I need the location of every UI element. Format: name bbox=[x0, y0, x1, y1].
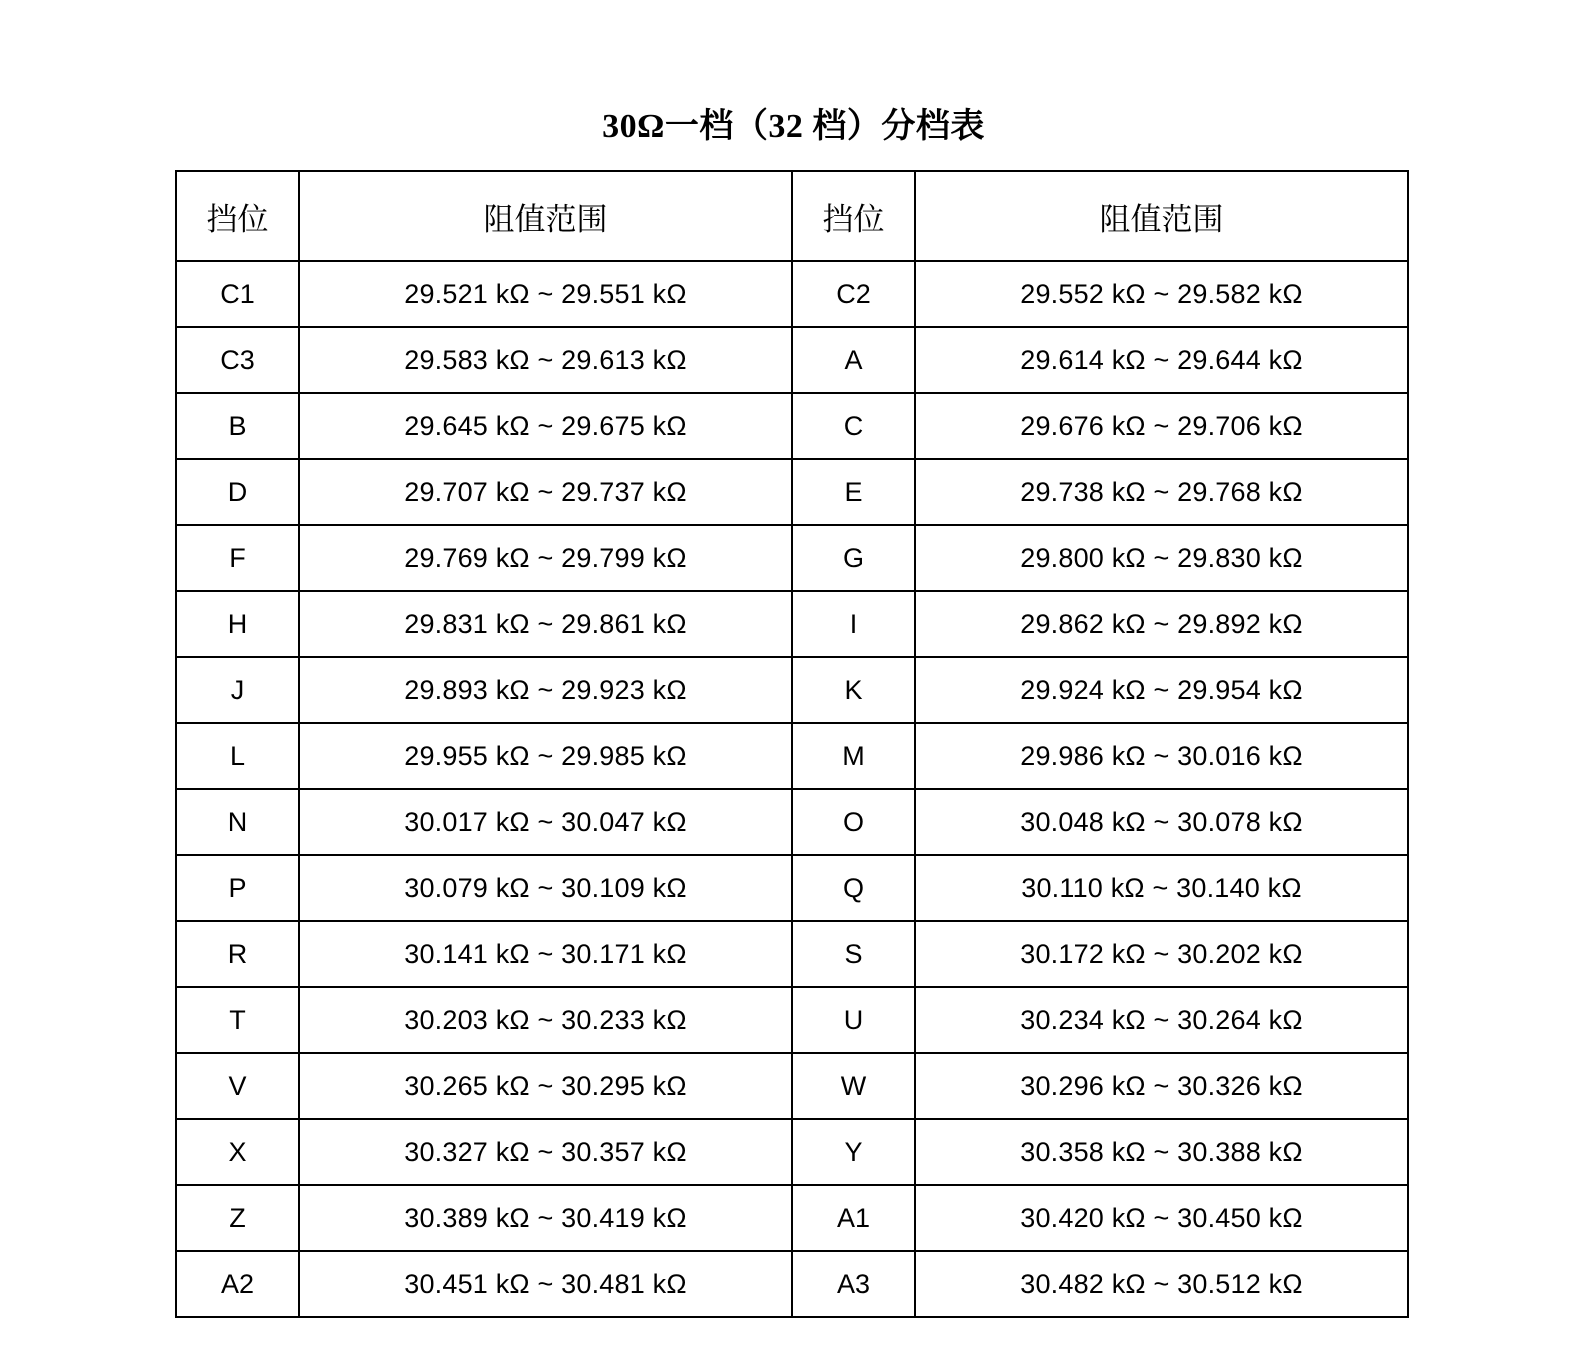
range-cell-right: 29.738 kΩ ~ 29.768 kΩ bbox=[915, 459, 1408, 525]
grade-cell-left: B bbox=[176, 393, 299, 459]
column-header-grade-right: 挡位 bbox=[792, 171, 915, 261]
table-row bbox=[176, 657, 1408, 723]
range-cell-right: 30.234 kΩ ~ 30.264 kΩ bbox=[915, 987, 1408, 1053]
grade-cell-left: F bbox=[176, 525, 299, 591]
grade-cell-right: M bbox=[792, 723, 915, 789]
range-cell-left: 30.327 kΩ ~ 30.357 kΩ bbox=[299, 1119, 792, 1185]
table-body bbox=[176, 261, 1408, 1317]
table-row bbox=[176, 525, 1408, 591]
table-row bbox=[176, 261, 1408, 327]
grade-cell-right: C2 bbox=[792, 261, 915, 327]
range-cell-right: 29.676 kΩ ~ 29.706 kΩ bbox=[915, 393, 1408, 459]
table-row bbox=[176, 723, 1408, 789]
table-row bbox=[176, 1119, 1408, 1185]
range-cell-left: 30.141 kΩ ~ 30.171 kΩ bbox=[299, 921, 792, 987]
range-cell-left: 30.017 kΩ ~ 30.047 kΩ bbox=[299, 789, 792, 855]
column-header-range-left: 阻值范围 bbox=[299, 171, 792, 261]
table-row bbox=[176, 855, 1408, 921]
range-cell-left: 30.389 kΩ ~ 30.419 kΩ bbox=[299, 1185, 792, 1251]
table-row bbox=[176, 789, 1408, 855]
grade-table bbox=[175, 170, 1409, 1318]
grade-cell-left: J bbox=[176, 657, 299, 723]
grade-cell-left: T bbox=[176, 987, 299, 1053]
grade-cell-left: R bbox=[176, 921, 299, 987]
grade-cell-right: E bbox=[792, 459, 915, 525]
range-cell-right: 30.482 kΩ ~ 30.512 kΩ bbox=[915, 1251, 1408, 1317]
grade-cell-right: G bbox=[792, 525, 915, 591]
range-cell-right: 29.552 kΩ ~ 29.582 kΩ bbox=[915, 261, 1408, 327]
grade-cell-right: Y bbox=[792, 1119, 915, 1185]
grade-table-container bbox=[175, 170, 1407, 1318]
grade-cell-left: C1 bbox=[176, 261, 299, 327]
table-row bbox=[176, 1251, 1408, 1317]
table-row bbox=[176, 591, 1408, 657]
grade-cell-left: H bbox=[176, 591, 299, 657]
range-cell-right: 30.296 kΩ ~ 30.326 kΩ bbox=[915, 1053, 1408, 1119]
grade-cell-right: A1 bbox=[792, 1185, 915, 1251]
range-cell-right: 29.924 kΩ ~ 29.954 kΩ bbox=[915, 657, 1408, 723]
column-header-range-right: 阻值范围 bbox=[915, 171, 1408, 261]
grade-cell-right: K bbox=[792, 657, 915, 723]
table-header bbox=[176, 171, 1408, 261]
grade-cell-left: V bbox=[176, 1053, 299, 1119]
grade-cell-left: N bbox=[176, 789, 299, 855]
range-cell-left: 29.831 kΩ ~ 29.861 kΩ bbox=[299, 591, 792, 657]
range-cell-right: 30.172 kΩ ~ 30.202 kΩ bbox=[915, 921, 1408, 987]
range-cell-right: 29.800 kΩ ~ 29.830 kΩ bbox=[915, 525, 1408, 591]
range-cell-right: 30.420 kΩ ~ 30.450 kΩ bbox=[915, 1185, 1408, 1251]
range-cell-left: 29.707 kΩ ~ 29.737 kΩ bbox=[299, 459, 792, 525]
grade-cell-right: C bbox=[792, 393, 915, 459]
range-cell-right: 30.048 kΩ ~ 30.078 kΩ bbox=[915, 789, 1408, 855]
grade-cell-right: O bbox=[792, 789, 915, 855]
table-row bbox=[176, 459, 1408, 525]
range-cell-right: 29.862 kΩ ~ 29.892 kΩ bbox=[915, 591, 1408, 657]
grade-cell-left: A2 bbox=[176, 1251, 299, 1317]
table-header-row bbox=[176, 171, 1408, 261]
range-cell-left: 29.893 kΩ ~ 29.923 kΩ bbox=[299, 657, 792, 723]
range-cell-left: 30.265 kΩ ~ 30.295 kΩ bbox=[299, 1053, 792, 1119]
range-cell-right: 29.614 kΩ ~ 29.644 kΩ bbox=[915, 327, 1408, 393]
grade-cell-left: P bbox=[176, 855, 299, 921]
grade-cell-right: S bbox=[792, 921, 915, 987]
range-cell-left: 30.203 kΩ ~ 30.233 kΩ bbox=[299, 987, 792, 1053]
table-row bbox=[176, 1053, 1408, 1119]
grade-cell-left: C3 bbox=[176, 327, 299, 393]
table-row bbox=[176, 1185, 1408, 1251]
grade-cell-right: A bbox=[792, 327, 915, 393]
grade-cell-left: Z bbox=[176, 1185, 299, 1251]
range-cell-left: 29.521 kΩ ~ 29.551 kΩ bbox=[299, 261, 792, 327]
range-cell-right: 30.358 kΩ ~ 30.388 kΩ bbox=[915, 1119, 1408, 1185]
table-row bbox=[176, 987, 1408, 1053]
grade-cell-right: Q bbox=[792, 855, 915, 921]
table-row bbox=[176, 393, 1408, 459]
grade-cell-right: W bbox=[792, 1053, 915, 1119]
grade-cell-right: A3 bbox=[792, 1251, 915, 1317]
grade-cell-right: U bbox=[792, 987, 915, 1053]
grade-cell-left: X bbox=[176, 1119, 299, 1185]
grade-cell-right: I bbox=[792, 591, 915, 657]
column-header-grade-left: 挡位 bbox=[176, 171, 299, 261]
range-cell-left: 29.769 kΩ ~ 29.799 kΩ bbox=[299, 525, 792, 591]
grade-cell-left: D bbox=[176, 459, 299, 525]
table-row bbox=[176, 921, 1408, 987]
range-cell-right: 30.110 kΩ ~ 30.140 kΩ bbox=[915, 855, 1408, 921]
range-cell-left: 30.079 kΩ ~ 30.109 kΩ bbox=[299, 855, 792, 921]
range-cell-left: 29.583 kΩ ~ 29.613 kΩ bbox=[299, 327, 792, 393]
table-row bbox=[176, 327, 1408, 393]
range-cell-right: 29.986 kΩ ~ 30.016 kΩ bbox=[915, 723, 1408, 789]
range-cell-left: 29.645 kΩ ~ 29.675 kΩ bbox=[299, 393, 792, 459]
grade-cell-left: L bbox=[176, 723, 299, 789]
range-cell-left: 29.955 kΩ ~ 29.985 kΩ bbox=[299, 723, 792, 789]
range-cell-left: 30.451 kΩ ~ 30.481 kΩ bbox=[299, 1251, 792, 1317]
page-title: 30Ω一档（32 档）分档表 bbox=[602, 108, 985, 145]
